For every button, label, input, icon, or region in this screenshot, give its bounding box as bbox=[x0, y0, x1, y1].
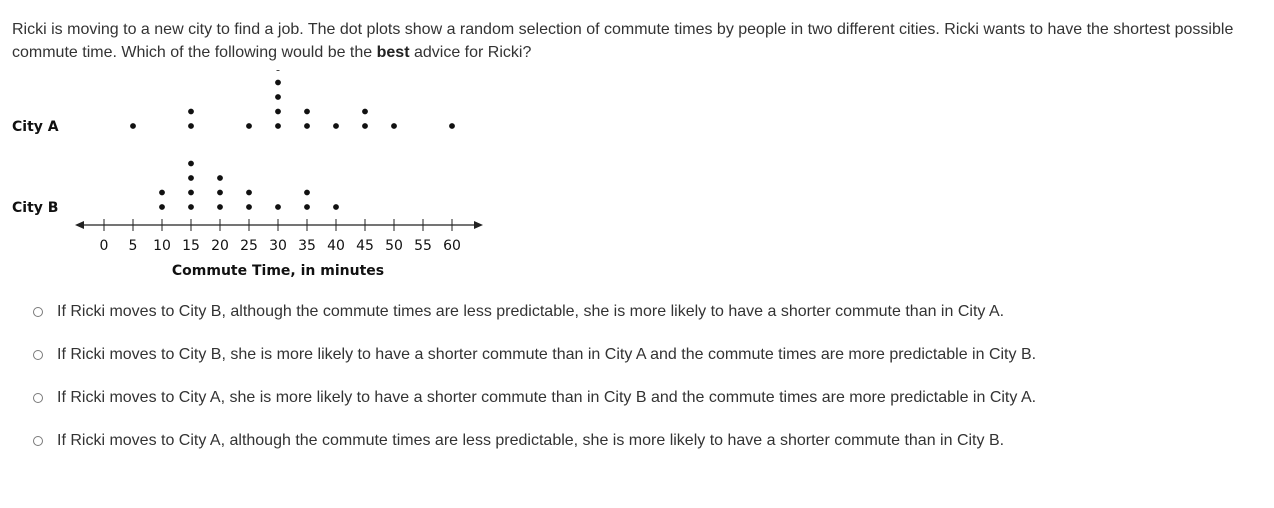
x-tick-label: 35 bbox=[298, 238, 316, 254]
radio-button[interactable] bbox=[33, 393, 43, 403]
x-tick-label: 0 bbox=[99, 238, 109, 254]
dot bbox=[159, 190, 165, 196]
x-tick-label: 10 bbox=[153, 238, 171, 254]
dot bbox=[188, 161, 194, 167]
choice-1[interactable] bbox=[33, 300, 1253, 324]
answer-choices bbox=[33, 300, 1253, 472]
x-tick-label: 55 bbox=[414, 238, 432, 254]
choice-3[interactable] bbox=[33, 386, 1253, 410]
choice-2[interactable] bbox=[33, 343, 1253, 367]
dot bbox=[449, 123, 455, 129]
dot bbox=[188, 190, 194, 196]
axis-arrow-right bbox=[474, 221, 483, 229]
question-emphasis: best bbox=[376, 44, 410, 61]
dot bbox=[130, 123, 136, 129]
dot bbox=[391, 123, 397, 129]
dot bbox=[362, 109, 368, 115]
choice-4[interactable] bbox=[33, 429, 1253, 453]
dot-plot bbox=[0, 70, 520, 285]
radio-button[interactable] bbox=[33, 307, 43, 317]
dot bbox=[275, 94, 281, 100]
dot bbox=[304, 204, 310, 210]
x-tick-label: 30 bbox=[269, 238, 287, 254]
question-text-part2: advice for Ricki? bbox=[409, 44, 532, 61]
dot bbox=[275, 80, 281, 86]
choice-label: If Ricki moves to City B, although the commute times are less predictable, she is more likely to have a shorter commute than in City A. bbox=[57, 303, 1005, 320]
question-text-part1: Ricki is moving to a new city to find a job. The dot plots show a random selection of commute times by people in two different cities. Ricki wants to have the shortest possible commute time. Which of the following would be the bbox=[12, 21, 1234, 61]
question-prompt bbox=[12, 18, 1262, 64]
axis-arrow-left bbox=[75, 221, 84, 229]
dot bbox=[333, 123, 339, 129]
x-tick-label: 5 bbox=[128, 238, 138, 254]
dot bbox=[304, 109, 310, 115]
choice-label: If Ricki moves to City A, she is more likely to have a shorter commute than in City B and the commute times are more predictable in City A. bbox=[57, 389, 1037, 406]
dot bbox=[217, 204, 223, 210]
x-tick-label: 15 bbox=[182, 238, 200, 254]
dot bbox=[188, 123, 194, 129]
dot bbox=[275, 123, 281, 129]
dot bbox=[217, 190, 223, 196]
x-axis-title: Commute Time, in minutes bbox=[171, 263, 385, 279]
dot bbox=[246, 204, 252, 210]
dot bbox=[333, 204, 339, 210]
series-label: City A bbox=[12, 119, 59, 135]
dot bbox=[304, 190, 310, 196]
choice-label: If Ricki moves to City A, although the commute times are less predictable, she is more likely to have a shorter commute than in City B. bbox=[57, 432, 1005, 449]
dot bbox=[217, 175, 223, 181]
x-tick-label: 20 bbox=[211, 238, 229, 254]
dot bbox=[246, 123, 252, 129]
dot bbox=[188, 109, 194, 115]
x-tick-label: 50 bbox=[385, 238, 403, 254]
x-tick-label: 40 bbox=[327, 238, 345, 254]
dot bbox=[275, 70, 281, 71]
dot bbox=[304, 123, 310, 129]
dot bbox=[188, 204, 194, 210]
x-tick-label: 45 bbox=[356, 238, 374, 254]
x-tick-label: 25 bbox=[240, 238, 258, 254]
x-tick-label: 60 bbox=[443, 238, 461, 254]
dot bbox=[362, 123, 368, 129]
series-label: City B bbox=[12, 200, 59, 216]
dot bbox=[275, 109, 281, 115]
dot bbox=[159, 204, 165, 210]
dot-plot-svg bbox=[0, 70, 520, 285]
radio-button[interactable] bbox=[33, 436, 43, 446]
choice-label: If Ricki moves to City B, she is more likely to have a shorter commute than in City A and the commute times are more predictable in City B. bbox=[57, 346, 1037, 363]
radio-button[interactable] bbox=[33, 350, 43, 360]
dot bbox=[275, 204, 281, 210]
dot bbox=[188, 175, 194, 181]
dot bbox=[246, 190, 252, 196]
